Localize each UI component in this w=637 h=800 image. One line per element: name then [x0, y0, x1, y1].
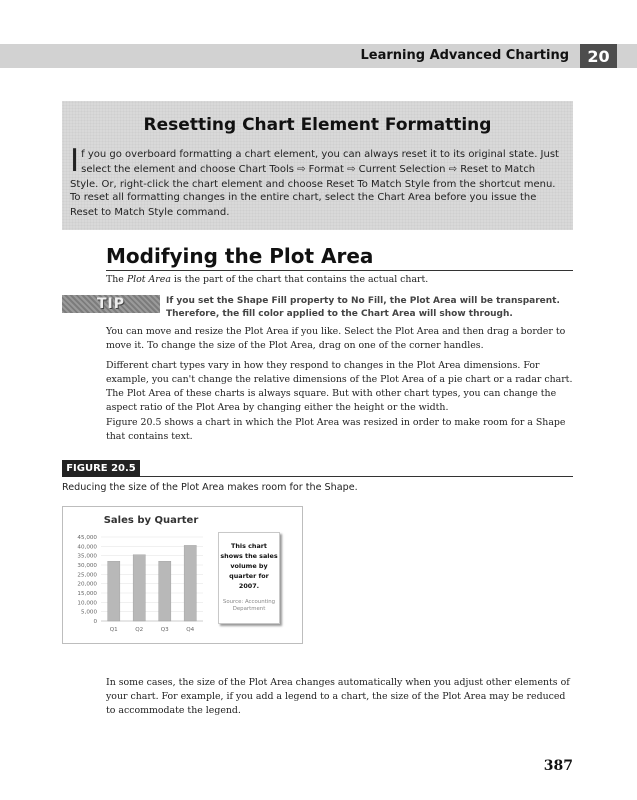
shape-source-text: Source: Accounting Department: [222, 599, 276, 612]
section-heading-rule: [106, 270, 573, 271]
y-tick-label: 15,000: [77, 591, 97, 597]
bar: [184, 545, 196, 621]
y-tick-label: 30,000: [77, 563, 97, 569]
chart-title: Sales by Quarter: [103, 515, 199, 526]
intro-text-pre: The: [106, 274, 127, 285]
intro-text-emphasis: Plot Area: [126, 274, 171, 285]
y-tick-label: 5,000: [80, 609, 97, 616]
tip-label: TIP: [96, 296, 126, 312]
chapter-number-badge: 20: [580, 44, 617, 68]
body-paragraph-3: Figure 20.5 shows a chart in which the Plot Area was resized in order to make room for a Shape that contains text.: [106, 417, 566, 442]
y-tick-label: 0: [93, 619, 97, 625]
sidebar-dropcap: I: [70, 143, 80, 179]
body-paragraph-2: Different chart types vary in how they respond to changes in the Plot Area dimensions. For example, you can't change the relative dimensions of the Plot Area of a pie chart or a radar chart. The Plot Area of these charts is always square. But with other chart types, you can change the aspect ratio of the Plot Area by changing either the height or the width.: [106, 360, 573, 413]
y-tick-label: 45,000: [77, 535, 97, 541]
figure-rule: [140, 476, 573, 477]
bar: [108, 561, 120, 621]
figure-caption: Reducing the size of the Plot Area makes room for the Shape.: [62, 482, 358, 493]
y-tick-label: 35,000: [77, 553, 97, 560]
y-tick-label: 40,000: [77, 544, 97, 551]
body-paragraph-4: In some cases, the size of the Plot Area changes automatically when you adjust other elements of your chart. For example, if you add a legend to a chart, the size of the Plot Area may be reduced to accommodate the legend.: [106, 677, 570, 716]
text-shape: [218, 532, 280, 624]
intro-paragraph: [106, 273, 573, 287]
shape-main-text: This chart shows the sales volume by quarter for 2007.: [220, 542, 278, 590]
x-tick-label: Q1: [109, 627, 118, 633]
bar: [159, 561, 171, 621]
intro-text-post: is the part of the chart that contains the actual chart.: [170, 274, 429, 285]
figure-label: FIGURE 20.5: [62, 460, 140, 477]
x-tick-label: Q3: [160, 627, 169, 633]
section-heading: Modifying the Plot Area: [106, 244, 374, 268]
sidebar-box: [62, 101, 573, 230]
y-tick-label: 25,000: [77, 572, 97, 579]
sidebar-paragraph-1-text: f you go overboard formatting a chart element, you can always reset it to its original state. Just select the element and choose Chart Tools ⇨ Format ⇨ Current Selection ⇨ Reset to Match Style. Or, right-click the chart element and choose Reset To Match Style from the shortcut menu.: [70, 149, 559, 190]
x-tick-label: Q2: [135, 627, 144, 633]
y-tick-label: 10,000: [77, 600, 97, 607]
y-tick-label: 20,000: [77, 581, 97, 588]
sidebar-paragraph-2: To reset all formatting changes in the entire chart, select the Chart Area before you issue the Reset to Match Style command.: [70, 192, 537, 218]
page-number: 387: [543, 758, 573, 774]
running-header-title: Learning Advanced Charting: [360, 48, 569, 63]
x-tick-label: Q4: [186, 627, 195, 633]
body-paragraph-1: You can move and resize the Plot Area if you like. Select the Plot Area and then drag a border to move it. To change the size of the Plot Area, drag on one of the corner handles.: [106, 326, 566, 351]
tip-text: If you set the Shape Fill property to No Fill, the Plot Area will be transparent. Therefore, the fill color applied to the Chart Area will show through.: [166, 296, 560, 319]
tip-badge: [62, 295, 160, 313]
sidebar-paragraph-1: [70, 143, 560, 192]
chart-area: [62, 506, 303, 644]
bar: [133, 555, 145, 621]
sidebar-title: Resetting Chart Element Formatting: [143, 115, 492, 135]
